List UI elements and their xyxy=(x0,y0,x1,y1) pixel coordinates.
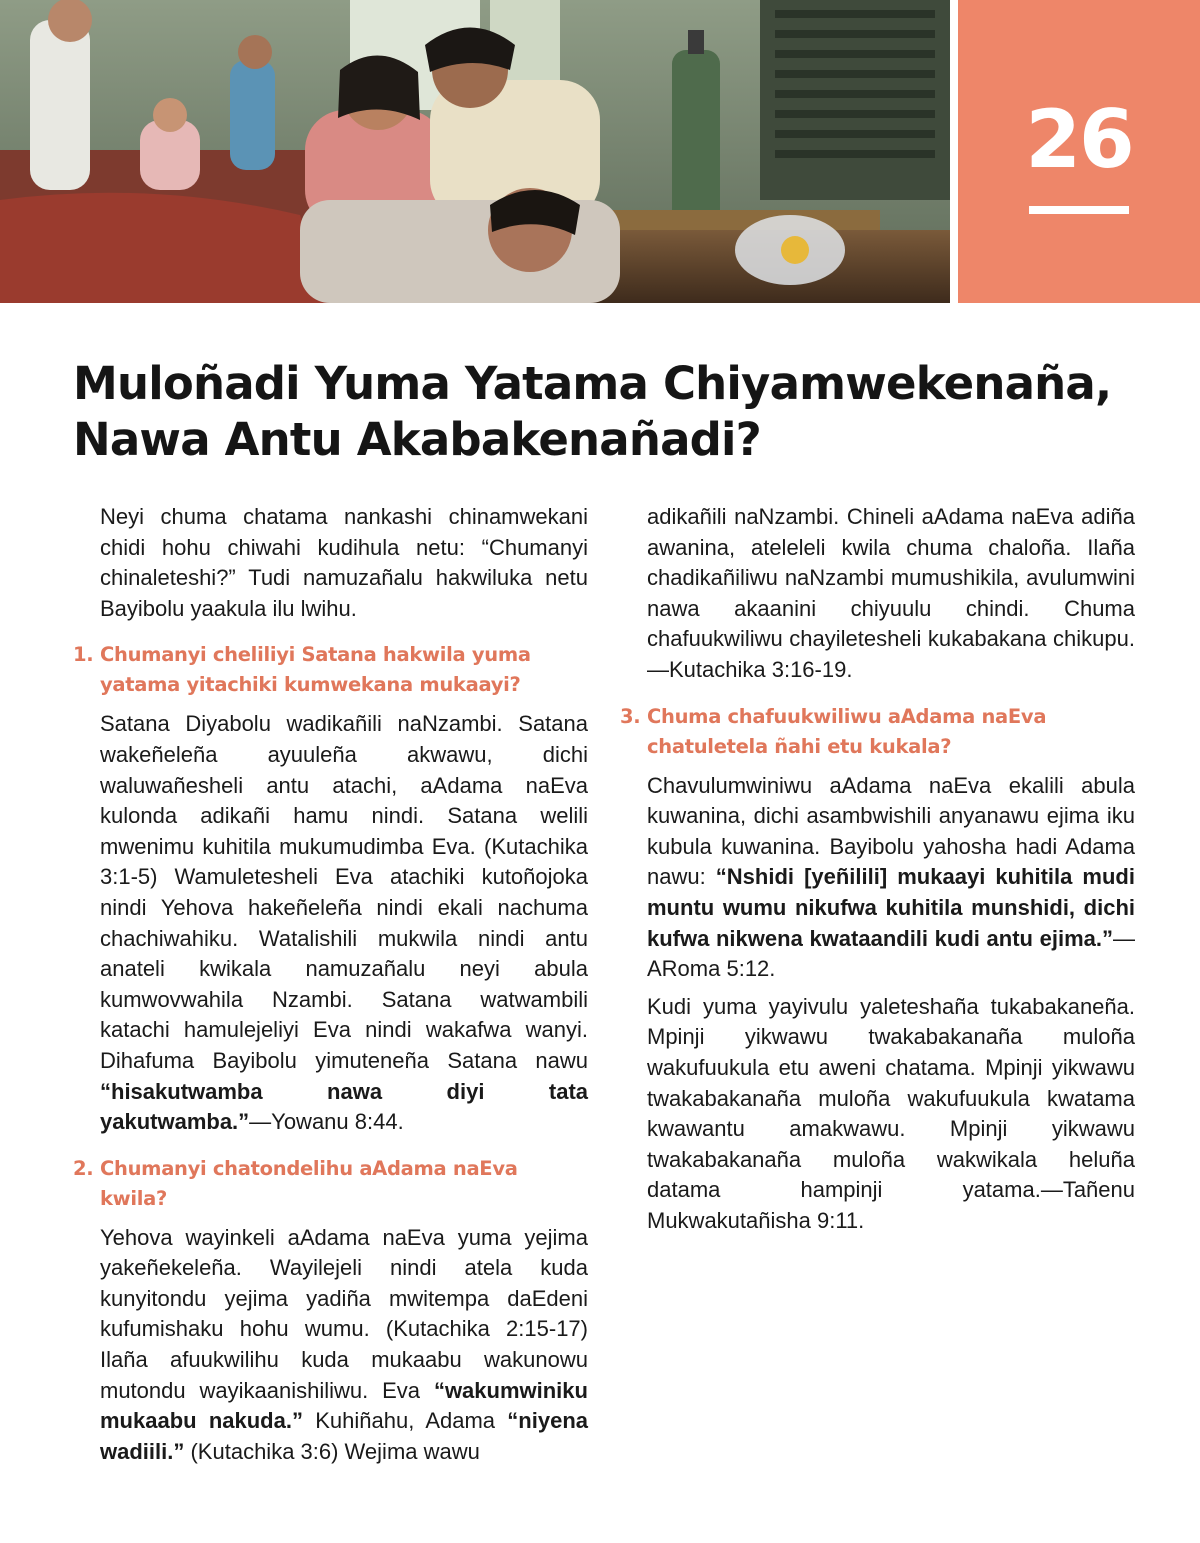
intro-paragraph: Neyi chuma chatama nankashi chinamwekani chidi hohu chiwahi kudihula netu: “Chumanyi chinaleteshi?” Tudi namuzañalu hakwiluka netu Bayibolu yaakula ilu lwihu. xyxy=(100,504,588,621)
question-3-number: 3. xyxy=(620,704,641,728)
answer-3-paragraph-1 xyxy=(647,771,1135,985)
lesson-number: 26 xyxy=(1025,93,1133,186)
lesson-number-badge xyxy=(958,0,1200,303)
answer-1-paragraph xyxy=(100,709,588,1137)
answer-1-quote: “hisakutwamba nawa diyi tata yakutwamba.” xyxy=(100,1078,588,1135)
answer-3-text-a: Chavulumwiniwu aAdama naEva ekalili abula kuwanina, dichi asambwishili anyanawu ejima iku kubula kuwanina. Bayibolu yahosha hadi Adama nawu: xyxy=(647,772,1135,890)
header-photo xyxy=(0,0,950,303)
title-line-2: Nawa Antu Akabakenañadi? xyxy=(73,413,761,466)
answer-1-reference: —Yowanu 8:44. xyxy=(249,1109,404,1135)
page-title xyxy=(73,356,1153,468)
answer-3-paragraph-2: Kudi yuma yayivulu yaleteshaña tukabakaneña. Mpinji yikwawu twakabakanaña muloña wakufuukula etu aweni chatama. Mpinji yikwawu twakabakanaña muloña wakufuukula kwatama kwawantu amakwawu. Mpinji yikwawu twakabakanaña muloña wakwikala heluña datama hampinji yatama.—Tañenu Mukwakutañisha 9:11. xyxy=(647,993,1135,1233)
question-3 xyxy=(620,702,1135,762)
answer-2-quote-2: “niyena wadiili.” xyxy=(100,1408,588,1464)
question-2 xyxy=(73,1154,588,1214)
question-1-text: Chumanyi cheliliyi Satana hakwila yuma yatama yitachiki kumwekana mukaayi? xyxy=(100,643,531,697)
answer-3-reference: —ARoma 5:12. xyxy=(647,925,1135,982)
right-column xyxy=(620,502,1135,1243)
answer-2-text-b: Kuhiñahu, Adama xyxy=(315,1408,496,1434)
question-2-text: Chumanyi chatondelihu aAdama naEva kwila? xyxy=(100,1156,518,1210)
answer-3-quote: “Nshidi [yeñilili] mukaayi kuhitila mudi muntu wumu nikufwa kuhitila munshidi, dichi kufwa nikwena kwataandili kudi antu ejima.” xyxy=(647,864,1135,951)
title-line-1: Muloñadi Yuma Yatama Chiyamwekenaña, xyxy=(73,357,1112,410)
answer-2-paragraph xyxy=(100,1223,588,1468)
answer-2-continued: adikañili naNzambi. Chineli aAdama naEva adiña awanina, ateleleli kwila chuma chaloña. Ilaña chadikañiliwu naNzambi mumushikila, avulumwini nawa akaanini chiyuulu chindi. Chuma chafuukwiliwu chayiletesheli kukabakana chikupu.—Kutachika 3:16-19. xyxy=(647,504,1135,682)
answer-1-text-a: Satana Diyabolu wadikañili naNzambi. Satana wakeñeleña ayuuleña akwawu, dichi waluwañesheli antu atachi, aAdama naEva kulonda adikañi hamu nindi. Satana welili mwenimu kuhitila mukumudimba Eva. (Kutachika 3:1-5) Wamuletesheli Eva atachiki kutoñojoka nindi Yehova hakeñeleña nindi ekali nachuma chachiwahiku. Watalishili mukwila nindi antu anateli kwikala namuzañalu neyi abula kumwovwahila Nzambi. Satana watwambili katachi hamulejeliyi Eva nindi wakafwa wanyi. Dihafuma Bayibolu yimuteneña Satana nawu xyxy=(100,711,588,1073)
question-1 xyxy=(73,640,588,700)
answer-2-text-a: Yehova wayinkeli aAdama naEva yuma yejima yakeñekeleña. Wayilejeli nindi atela kuda kunyitondu yejima yadiña mwitempa daEdeni kufumishaku hohu wumu. (Kutachika 2:15-17) Ilaña afuukwilihu kuda mukaabu wakunowu mutondu wayikaanishiliwu. Eva xyxy=(100,1224,588,1403)
question-3-text: Chuma chafuukwiliwu aAdama naEva chatuletela ñahi etu kukala? xyxy=(647,704,1047,758)
hospital-scene-illustration xyxy=(0,0,950,303)
answer-2-quote-1: “wakumwiniku mukaabu nakuda.” xyxy=(100,1377,588,1434)
badge-underline xyxy=(1029,206,1129,214)
left-column xyxy=(73,502,588,1474)
question-1-number: 1. xyxy=(73,643,94,667)
question-2-number: 2. xyxy=(73,1156,94,1180)
answer-2-text-c: (Kutachika 3:6) Wejima wawu xyxy=(190,1438,480,1464)
